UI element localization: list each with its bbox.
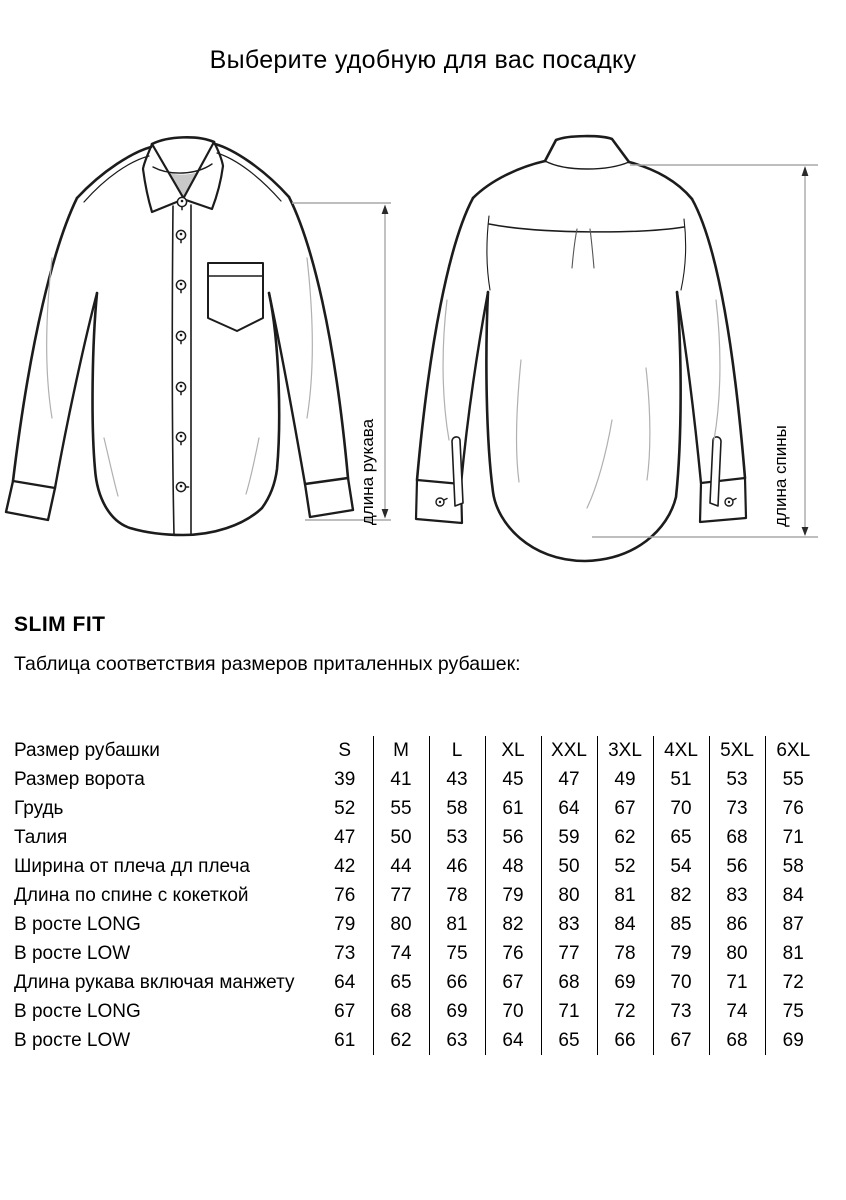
size-table-row [14, 910, 821, 939]
size-value: 68 [709, 823, 765, 852]
front-buttons [176, 197, 188, 491]
size-value: 56 [709, 852, 765, 881]
front-left-cuff [6, 481, 55, 520]
size-column-header: 5XL [709, 736, 765, 765]
size-table-row [14, 968, 821, 997]
size-value: 65 [653, 823, 709, 852]
size-value: 45 [485, 765, 541, 794]
row-label: Длина по спине с кокеткой [14, 885, 249, 906]
size-value: 84 [765, 881, 821, 910]
size-value: 67 [334, 1001, 356, 1022]
size-value: 55 [765, 765, 821, 794]
size-value: 62 [597, 823, 653, 852]
size-value: 47 [541, 765, 597, 794]
size-value: 71 [709, 968, 765, 997]
size-value: 52 [597, 852, 653, 881]
front-creases [47, 258, 313, 496]
size-value: 73 [653, 997, 709, 1026]
size-value: 81 [597, 881, 653, 910]
size-column-header: XXL [541, 736, 597, 765]
back-right-cuff [700, 478, 746, 522]
size-value: 69 [597, 968, 653, 997]
size-value: 83 [541, 910, 597, 939]
size-value: 53 [429, 823, 485, 852]
sleeve-length-label: длина рукава [358, 418, 377, 526]
size-value: 54 [653, 852, 709, 881]
size-table-row [14, 1026, 821, 1055]
size-value: 73 [709, 794, 765, 823]
size-value: 78 [429, 881, 485, 910]
size-value: 72 [765, 968, 821, 997]
size-value: 67 [485, 968, 541, 997]
row-label: Ширина от плеча дл плеча [14, 856, 250, 877]
yoke-seam [489, 224, 684, 232]
back-length-label: длина спины [771, 425, 790, 527]
size-value: 65 [541, 1026, 597, 1055]
row-label: В росте LONG [14, 914, 141, 935]
row-label: Размер ворота [14, 769, 145, 790]
size-column-header: 3XL [597, 736, 653, 765]
size-value: 53 [709, 765, 765, 794]
shirt-line-drawings [0, 110, 846, 590]
size-value: 63 [429, 1026, 485, 1055]
size-value: 66 [429, 968, 485, 997]
size-value: 42 [334, 856, 356, 877]
size-table-row [14, 939, 821, 968]
row-label: В росте LOW [14, 1030, 131, 1051]
row-label: В росте LONG [14, 1001, 141, 1022]
size-value: 86 [709, 910, 765, 939]
collar-top-edge [152, 137, 214, 144]
size-value: 64 [334, 972, 356, 993]
size-table [14, 736, 821, 1055]
size-value: 77 [541, 939, 597, 968]
size-value: 76 [765, 794, 821, 823]
size-value: 49 [597, 765, 653, 794]
size-value: 66 [597, 1026, 653, 1055]
size-table-header-row [14, 736, 821, 765]
row-label: Грудь [14, 798, 64, 819]
back-collar [545, 136, 629, 162]
size-value: 87 [765, 910, 821, 939]
cuff-buttons [436, 498, 736, 506]
button-placket [172, 206, 174, 535]
size-column-header: 6XL [765, 736, 821, 765]
size-value: 76 [485, 939, 541, 968]
chest-pocket [208, 263, 263, 331]
shirt-diagrams [0, 110, 846, 590]
table-caption: Таблица соответствия размеров приталенных рубашек: [14, 653, 521, 675]
row-label: В росте LOW [14, 943, 131, 964]
size-value: 64 [485, 1026, 541, 1055]
shirt-front-drawing [6, 137, 353, 535]
size-value: 80 [373, 910, 429, 939]
size-value: 80 [709, 939, 765, 968]
size-value: 61 [485, 794, 541, 823]
row-label: Талия [14, 827, 68, 848]
size-value: 84 [597, 910, 653, 939]
size-value: 78 [597, 939, 653, 968]
size-value: 81 [765, 939, 821, 968]
size-value: 76 [334, 885, 356, 906]
size-value: 77 [373, 881, 429, 910]
size-value: 73 [334, 943, 356, 964]
size-value: 65 [373, 968, 429, 997]
size-value: 56 [485, 823, 541, 852]
size-value: 71 [541, 997, 597, 1026]
size-value: 50 [373, 823, 429, 852]
size-value: 48 [485, 852, 541, 881]
size-column-header: S [338, 740, 352, 761]
size-value: 81 [429, 910, 485, 939]
size-column-header: M [373, 736, 429, 765]
size-value: 79 [653, 939, 709, 968]
size-value: 70 [653, 794, 709, 823]
size-value: 62 [373, 1026, 429, 1055]
size-value: 70 [485, 997, 541, 1026]
front-right-cuff [305, 478, 353, 517]
size-table-row [14, 765, 821, 794]
size-value: 58 [765, 852, 821, 881]
size-value: 70 [653, 968, 709, 997]
size-value: 61 [334, 1030, 356, 1051]
size-table-row [14, 997, 821, 1026]
size-value: 39 [334, 769, 356, 790]
size-value: 79 [334, 914, 356, 935]
size-value: 44 [373, 852, 429, 881]
size-value: 69 [765, 1026, 821, 1055]
size-value: 80 [541, 881, 597, 910]
size-value: 75 [429, 939, 485, 968]
size-value: 75 [765, 997, 821, 1026]
size-value: 68 [709, 1026, 765, 1055]
size-value: 41 [373, 765, 429, 794]
size-table-row [14, 823, 821, 852]
size-value: 71 [765, 823, 821, 852]
shirt-back-drawing [416, 136, 746, 561]
size-value: 72 [597, 997, 653, 1026]
size-table-row [14, 794, 821, 823]
size-table-row [14, 881, 821, 910]
size-column-header: 4XL [653, 736, 709, 765]
row-label: Размер рубашки [14, 740, 160, 761]
size-table-row [14, 852, 821, 881]
size-column-header: L [429, 736, 485, 765]
size-value: 67 [653, 1026, 709, 1055]
size-value: 68 [541, 968, 597, 997]
size-value: 79 [485, 881, 541, 910]
size-value: 67 [597, 794, 653, 823]
size-value: 52 [334, 798, 356, 819]
size-value: 43 [429, 765, 485, 794]
size-value: 82 [485, 910, 541, 939]
size-value: 47 [334, 827, 356, 848]
size-value: 83 [709, 881, 765, 910]
size-value: 55 [373, 794, 429, 823]
row-label: Длина рукава включая манжету [14, 972, 295, 993]
size-value: 50 [541, 852, 597, 881]
size-value: 74 [709, 997, 765, 1026]
page-title: Выберите удобную для вас посадку [209, 46, 637, 74]
size-column-header: XL [485, 736, 541, 765]
size-value: 74 [373, 939, 429, 968]
size-value: 51 [653, 765, 709, 794]
size-value: 46 [429, 852, 485, 881]
size-value: 69 [429, 997, 485, 1026]
fit-heading: SLIM FIT [14, 613, 106, 636]
size-value: 85 [653, 910, 709, 939]
size-value: 58 [429, 794, 485, 823]
box-pleat [572, 229, 594, 268]
size-value: 64 [541, 794, 597, 823]
size-value: 82 [653, 881, 709, 910]
size-value: 68 [373, 997, 429, 1026]
size-value: 59 [541, 823, 597, 852]
